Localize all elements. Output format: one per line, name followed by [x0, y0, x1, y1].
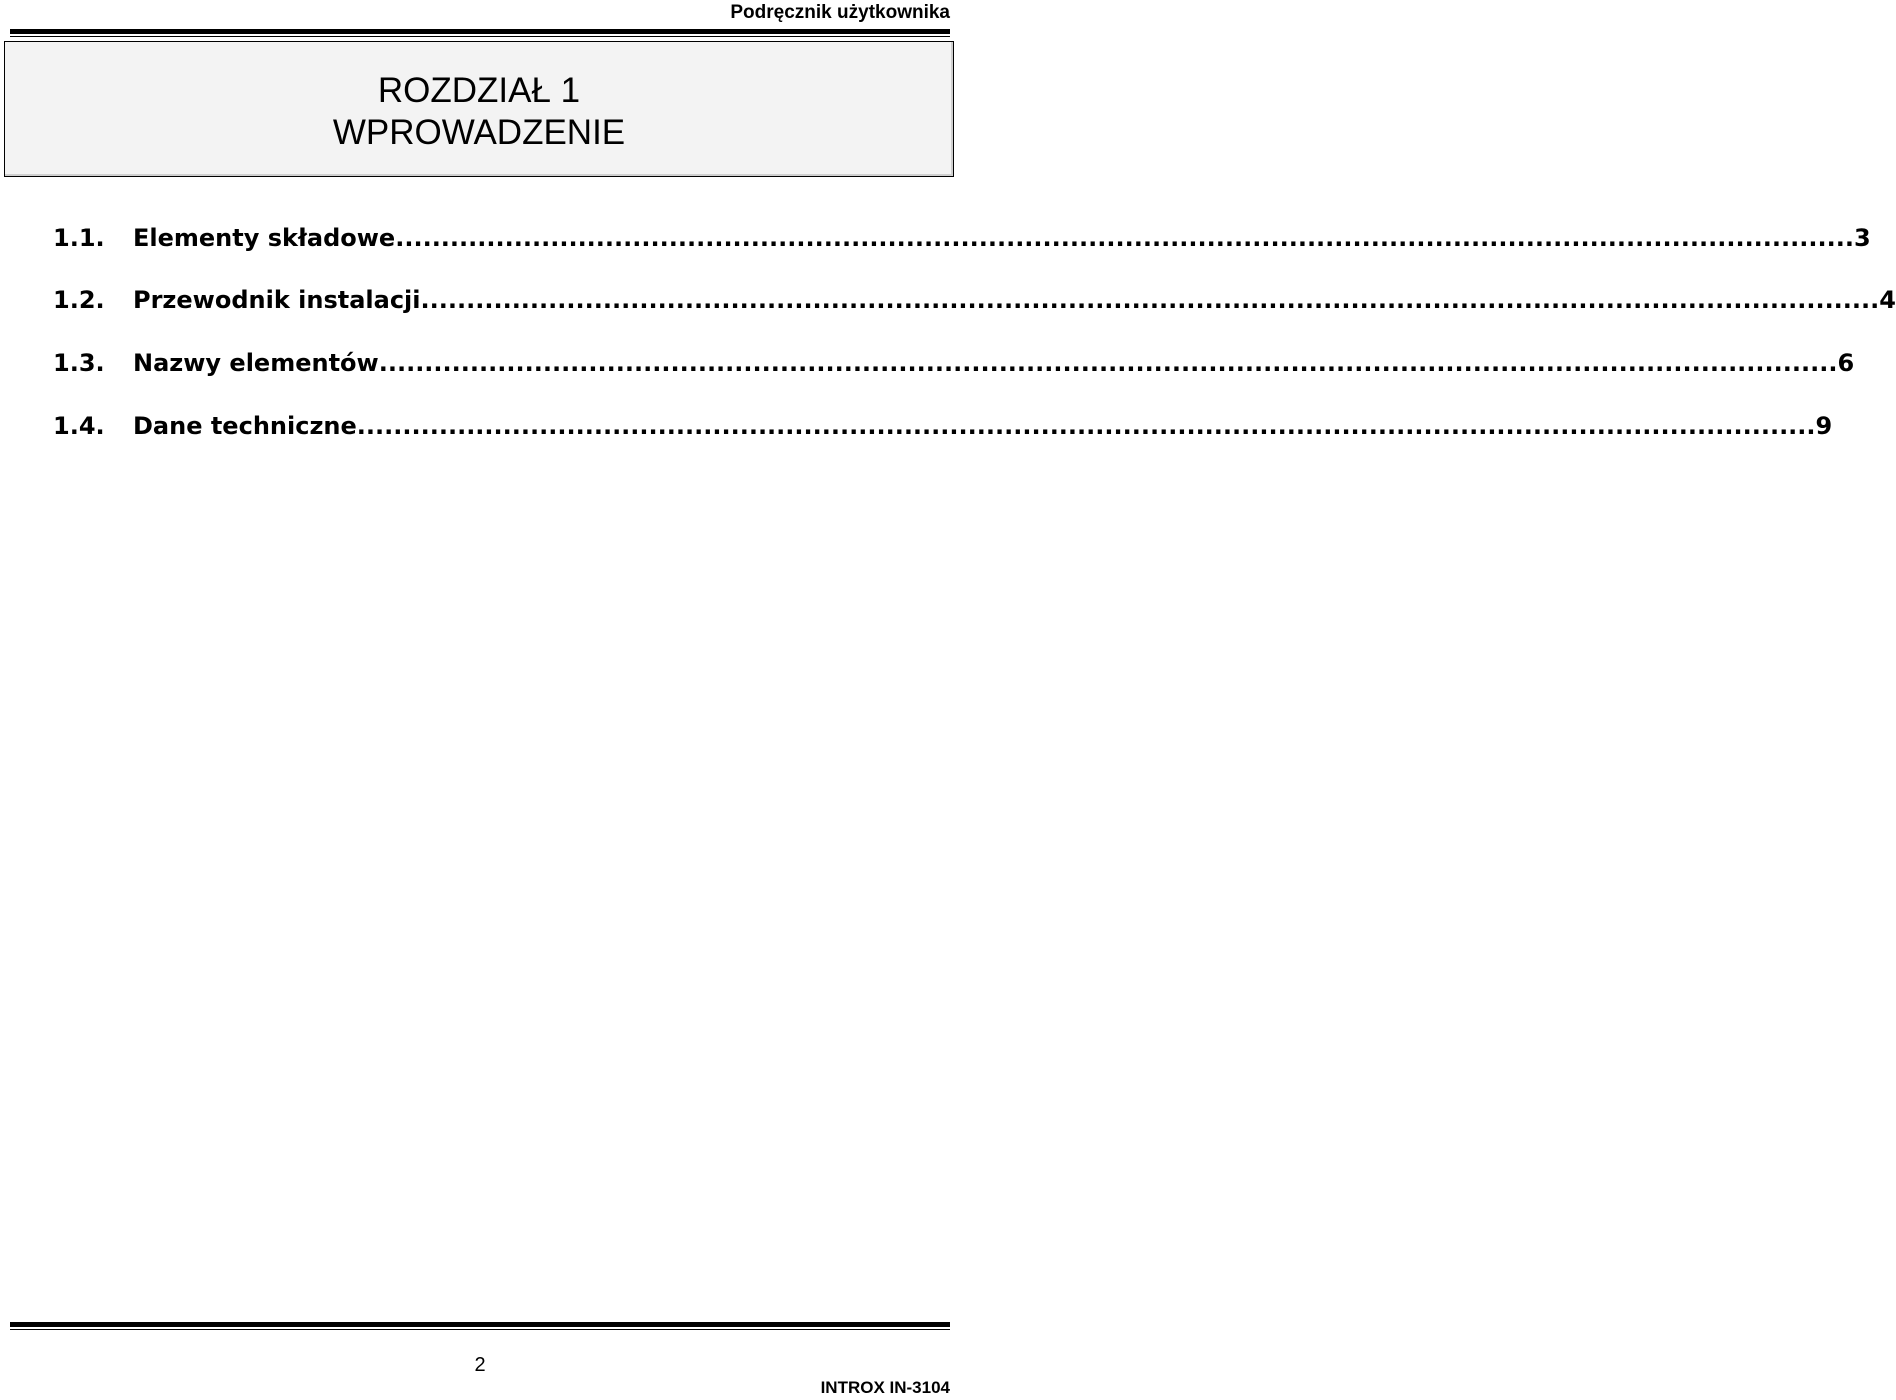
toc-entry[interactable]	[53, 222, 1871, 254]
toc-entry-number: 1.1.	[53, 224, 105, 252]
toc-entry-page: 4	[1879, 286, 1896, 314]
toc-leader-dots: ................................................................................................................................................................	[356, 412, 1816, 440]
toc-leader-dots: ................................................................................................................................................................	[420, 286, 1880, 314]
toc-entry-number: 1.3.	[53, 349, 105, 377]
toc-entry[interactable]	[53, 284, 1896, 316]
toc-entry-number: 1.4.	[53, 412, 105, 440]
manual-title: Podręcznik użytkownika	[730, 2, 950, 23]
product-name: INTROX IN-3104	[820, 1378, 950, 1397]
page-number: 2	[474, 1354, 486, 1376]
toc-entry-title: Przewodnik instalacji	[133, 286, 421, 314]
toc-entry-title: Nazwy elementów	[133, 349, 379, 377]
toc-entry-title: Elementy składowe	[133, 224, 396, 252]
toc-entry-page: 9	[1815, 412, 1833, 440]
toc-leader-dots: ................................................................................................................................................................	[378, 349, 1838, 377]
footer-rule	[10, 1322, 950, 1330]
toc-entry-page: 3	[1853, 224, 1871, 252]
toc-entry[interactable]	[53, 410, 1833, 442]
toc-entry[interactable]	[53, 347, 1855, 379]
chapter-title-box	[4, 41, 954, 177]
toc-entry-number: 1.2.	[53, 286, 105, 314]
header-rule	[10, 29, 950, 37]
toc-leader-dots: ................................................................................................................................................................	[395, 224, 1854, 252]
chapter-name: WPROWADZENIE	[332, 113, 626, 152]
chapter-number: ROZDZIAŁ 1	[377, 71, 581, 110]
toc-entry-page: 6	[1837, 349, 1855, 377]
toc-entry-title: Dane techniczne	[133, 412, 357, 440]
